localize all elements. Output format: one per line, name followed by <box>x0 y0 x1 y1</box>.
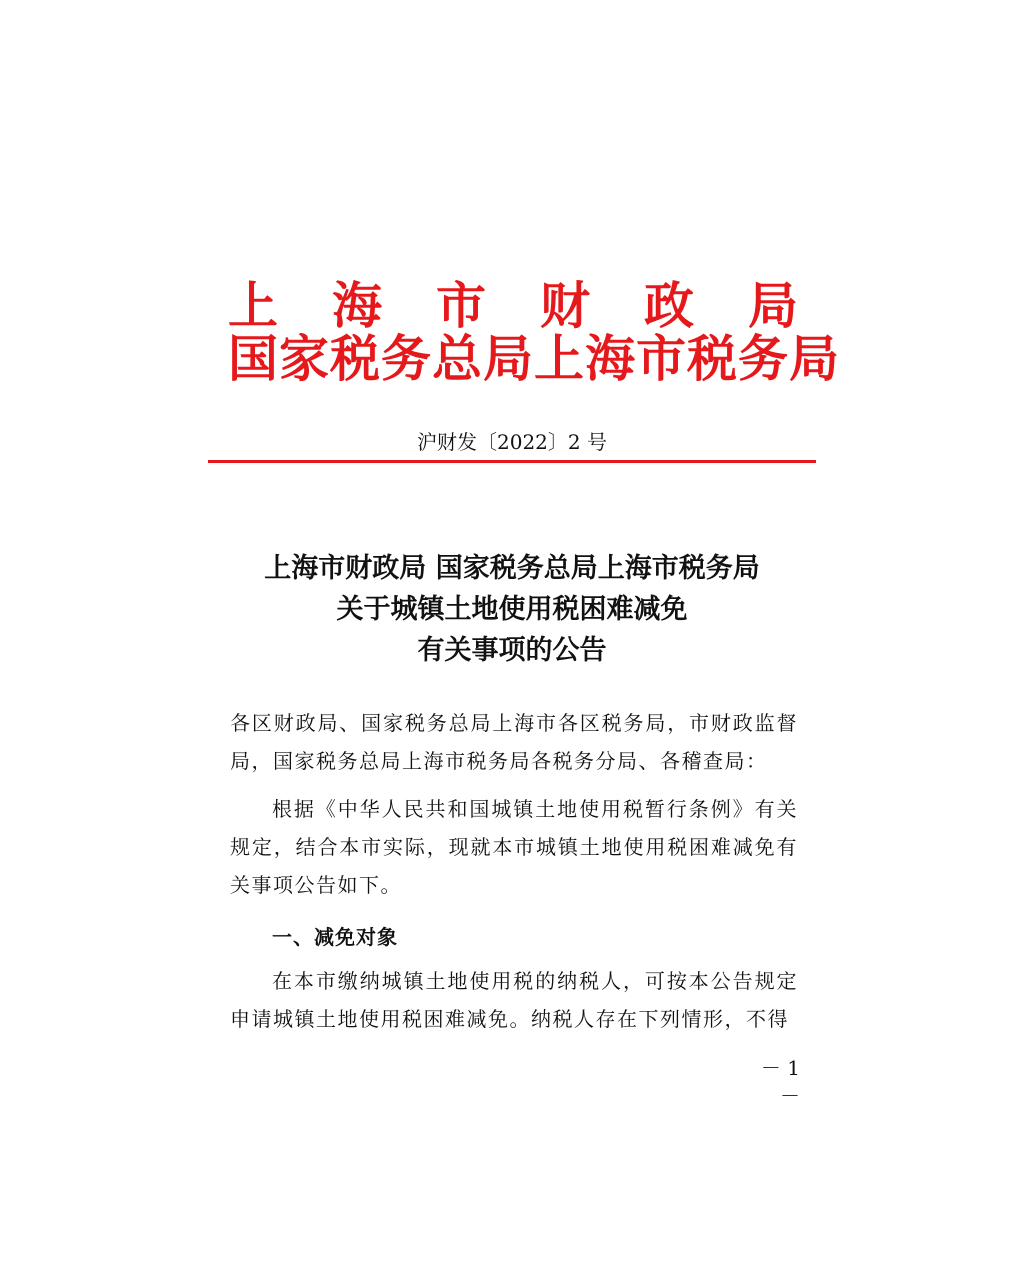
title-line-3: 有关事项的公告 <box>417 635 607 666</box>
intro-text: 根据《中华人民共和国城镇土地使用税暂行条例》有关规定，结合本市实际，现就本市城镇土地使用税困难减免有关事项公告如下。 <box>230 797 798 897</box>
title-line-1: 上海市财政局 国家税务总局上海市税务局 <box>264 553 760 584</box>
addressee-paragraph <box>230 704 798 780</box>
document-number: 沪财发〔2022〕2 号 <box>417 430 607 454</box>
intro-paragraph <box>230 790 798 904</box>
authority-char: 政 <box>644 276 694 335</box>
section-heading-1: 一、减免对象 <box>272 925 398 949</box>
authority-char: 上 <box>228 276 278 335</box>
issuing-authority-line1 <box>228 278 798 334</box>
authority-char: 市 <box>436 276 486 335</box>
section1-paragraph <box>230 962 798 1038</box>
section1-text: 在本市缴纳城镇土地使用税的纳税人，可按本公告规定申请城镇土地使用税困难减免。纳税人存在下列情形，不得 <box>230 969 798 1031</box>
addressee-text: 各区财政局、国家税务总局上海市各区税务局，市财政监督局，国家税务总局上海市税务局各税务分局、各稽查局： <box>230 711 798 773</box>
authority-char: 局 <box>748 276 798 335</box>
red-divider-line <box>208 460 816 463</box>
authority-char: 财 <box>540 276 590 335</box>
authority-char: 海 <box>332 276 382 335</box>
issuing-authority-line2: 国家税务总局上海市税务局 <box>228 329 840 388</box>
document-title <box>0 548 1024 671</box>
page-number: － 1 － <box>760 1056 800 1108</box>
title-line-2: 关于城镇土地使用税困难减免 <box>336 594 688 625</box>
